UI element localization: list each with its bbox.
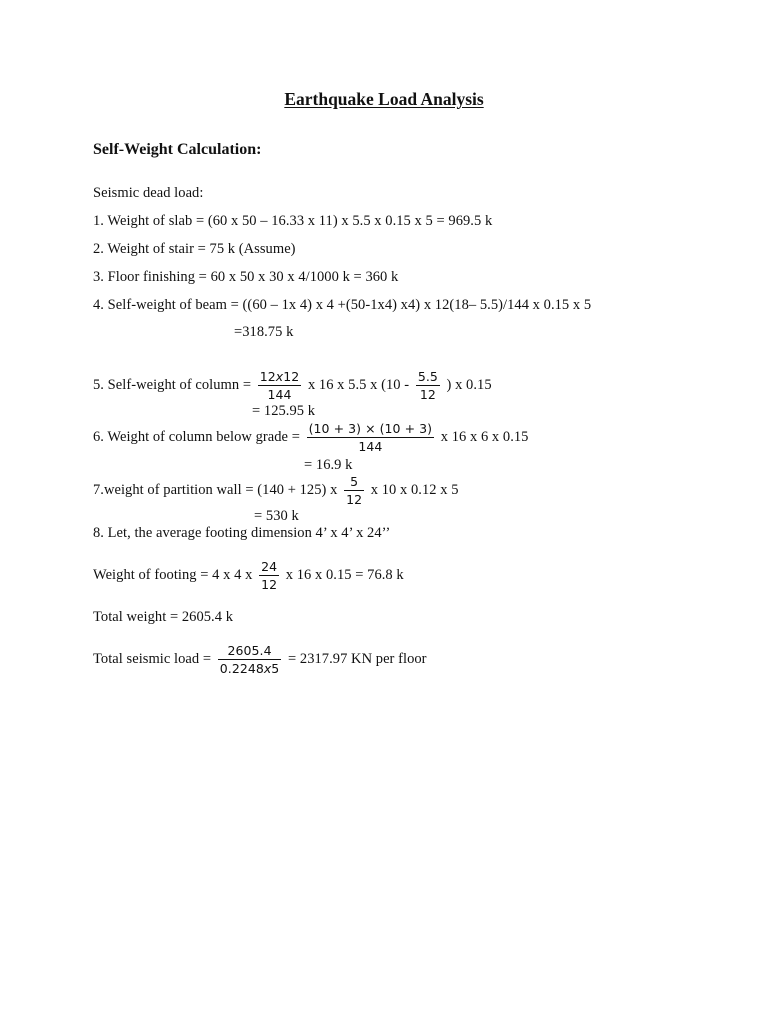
below-grade-denominator: 144 [358, 439, 383, 455]
column-frac1-num-b: 12 [283, 369, 300, 385]
partition-result: = 530 k [254, 508, 299, 524]
seismic-den-a: 0.2248 [219, 661, 264, 677]
seismic-load-line [93, 641, 427, 677]
partition-fraction [344, 474, 364, 507]
beam-line: 4. Self-weight of beam = ((60 – 1x 4) x 4 +(50-1x4) x4) x 12(18– 5.5)/144 x 0.15 x 5 [93, 297, 592, 313]
seismic-fraction [218, 643, 282, 676]
column-suffix: ) x 0.15 [446, 377, 492, 393]
partition-suffix: x 10 x 0.12 x 5 [370, 482, 459, 498]
column-fraction-1-denominator: 144 [267, 387, 292, 403]
column-fraction-1 [258, 369, 301, 402]
column-fraction-2-denominator: 12 [419, 387, 436, 403]
below-grade-line [93, 419, 528, 455]
footing-prefix: Weight of footing = 4 x 4 x [93, 567, 253, 583]
below-grade-result: = 16.9 k [304, 457, 353, 473]
column-frac1-num-a: 12 [259, 369, 276, 385]
footing-line [93, 557, 404, 593]
footing-suffix: x 16 x 0.15 = 76.8 k [285, 567, 404, 583]
seismic-den-b: 5 [271, 661, 280, 677]
total-weight-line: Total weight = 2605.4 k [93, 609, 234, 625]
partition-line [93, 472, 459, 508]
footing-denominator: 12 [261, 577, 278, 593]
intro-line: Seismic dead load: [93, 185, 204, 201]
footing-dimension-line: 8. Let, the average footing dimension 4’ x 4’ x 24’’ [93, 525, 391, 541]
below-grade-numerator: (10 + 3) × (10 + 3) [308, 421, 433, 437]
column-frac1-num-x: x [275, 369, 284, 385]
column-fraction-1-numerator [258, 369, 301, 386]
below-grade-suffix: x 16 x 6 x 0.15 [440, 429, 529, 445]
below-grade-fraction [307, 421, 434, 454]
slab-line: 1. Weight of slab = (60 x 50 – 16.33 x 11) x 5.5 x 0.15 x 5 = 969.5 k [93, 213, 493, 229]
seismic-denominator [218, 660, 282, 676]
column-fraction-2-numerator: 5.5 [417, 369, 438, 385]
column-mid: x 16 x 5.5 x (10 - [307, 377, 410, 393]
column-fraction-2 [416, 369, 440, 402]
seismic-prefix: Total seismic load = [93, 651, 212, 667]
stair-line: 2. Weight of stair = 75 k (Assume) [93, 241, 296, 257]
partition-numerator: 5 [344, 474, 364, 491]
beam-result: =318.75 k [234, 324, 294, 340]
partition-denominator: 12 [346, 492, 363, 508]
footing-numerator: 24 [261, 559, 278, 575]
section-heading: Self-Weight Calculation: [93, 141, 262, 158]
partition-prefix: 7.weight of partition wall = (140 + 125) x [93, 482, 338, 498]
column-prefix: 5. Self-weight of column = [93, 377, 252, 393]
seismic-suffix: = 2317.97 KN per floor [288, 651, 427, 667]
seismic-numerator: 2605.4 [218, 643, 282, 660]
seismic-den-x: x [263, 661, 272, 677]
below-grade-prefix: 6. Weight of column below grade = [93, 429, 300, 445]
column-result: = 125.95 k [252, 403, 316, 419]
column-line [93, 367, 492, 403]
page-title: Earthquake Load Analysis [284, 89, 484, 109]
footing-fraction [259, 559, 279, 592]
finishing-line: 3. Floor finishing = 60 x 50 x 30 x 4/1000 k = 360 k [93, 269, 399, 285]
